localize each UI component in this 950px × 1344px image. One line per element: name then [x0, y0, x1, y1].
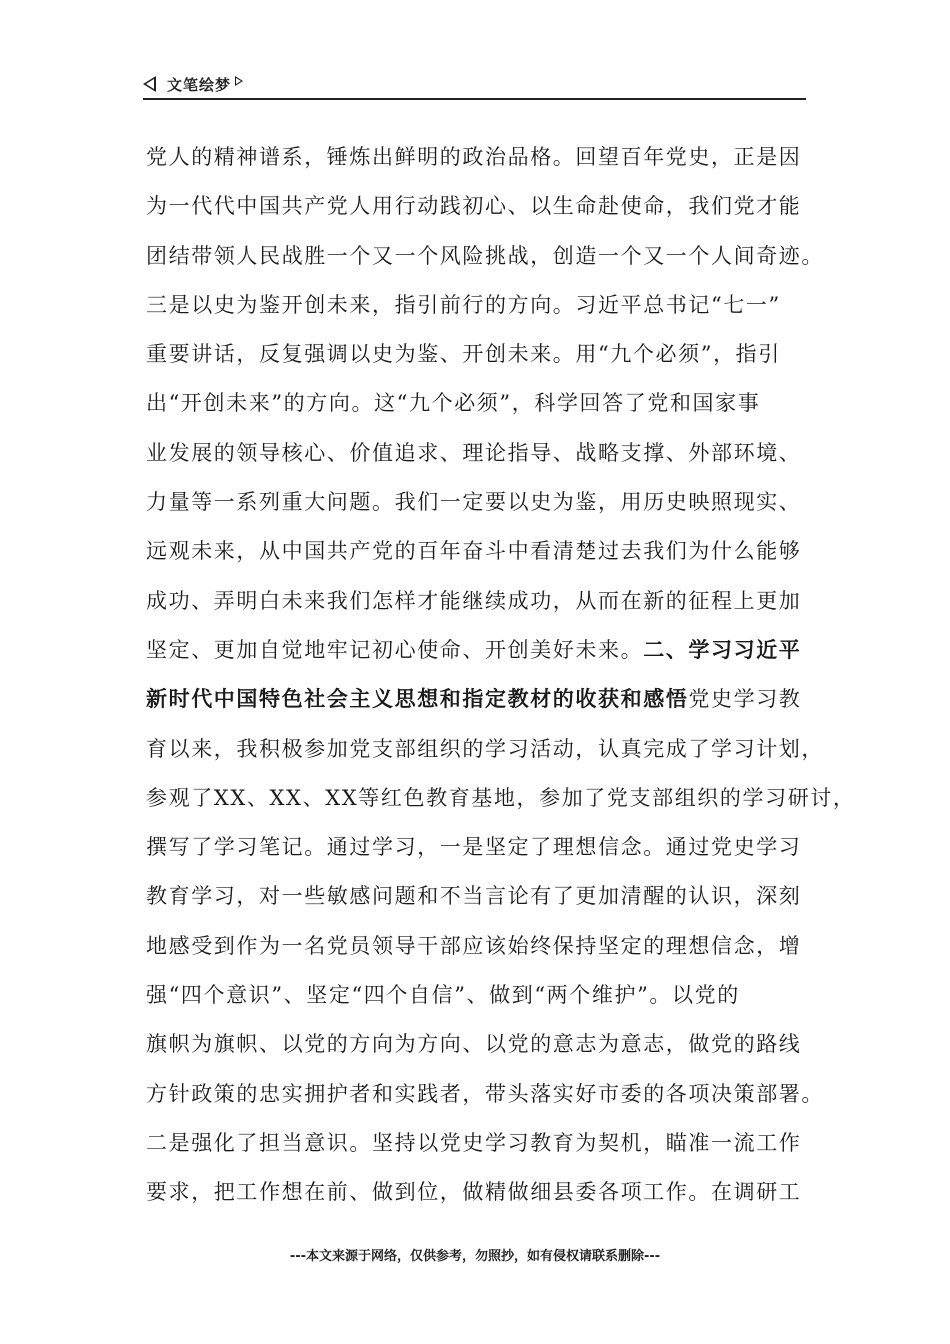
text-line: 方针政策的忠实拥护者和实践者，带头落实好市委的各项决策部署。: [146, 1081, 824, 1106]
text-line: 业发展的领导核心、价值追求、理论指导、战略支撑、外部环境、: [146, 440, 802, 465]
header-brand: 文笔绘梦: [167, 76, 232, 94]
text-line: 成功、弄明白未来我们怎样才能继续成功，从而在新的征程上更加: [146, 588, 802, 613]
text-line: 二是强化了担当意识。坚持以党史学习教育为契机，瞄准一流工作: [146, 1130, 802, 1155]
text-line: 育以来，我积极参加党支部组织的学习活动，认真完成了学习计划，: [146, 736, 824, 761]
page-header: [143, 70, 806, 100]
text-line: 教育学习，对一些敏感问题和不当言论有了更加清醒的认识，深刻: [146, 884, 802, 909]
text-line: 参观了XX、XX、XX等红色教育基地，参加了党支部组织的学习研讨，: [146, 785, 856, 810]
text-line: 团结带领人民战胜一个又一个风险挑战，创造一个又一个人间奇迹。: [146, 243, 824, 268]
text-line: 三是以史为鉴开创未来，指引前行的方向。习近平总书记“七一”: [146, 292, 781, 317]
text-line: 力量等一系列重大问题。我们一定要以史为鉴，用历史映照现实、: [146, 490, 802, 515]
triangle-right-icon: [235, 76, 243, 86]
text-line: 新时代中国特色社会主义思想和指定教材的收获和感悟党史学习教: [146, 687, 802, 712]
text-line: 撰写了学习笔记。通过学习，一是坚定了理想信念。通过党史学习: [146, 835, 802, 860]
triangle-left-icon: [143, 76, 156, 92]
text-line: 重要讲话，反复强调以史为鉴、开创未来。用“九个必须”，指引: [146, 342, 781, 367]
footer-disclaimer: ---本文来源于网络，仅供参考，勿照抄，如有侵权请联系删除---: [289, 1249, 661, 1264]
text-line: 坚定、更加自觉地牢记初心使命、开创美好未来。二、学习习近平: [146, 637, 802, 662]
text-line: 为一代代中国共产党人用行动践初心、以生命赴使命，我们党才能: [146, 194, 802, 219]
text-line: 强“四个意识”、坚定“四个自信”、做到“两个维护”。以党的: [146, 983, 740, 1008]
body-text: [146, 133, 856, 1218]
text-line: 地感受到作为一名党员领导干部应该始终保持坚定的理想信念，增: [146, 933, 802, 958]
text-line: 出“开创未来”的方向。这“九个必须”，科学回答了党和国家事: [146, 391, 761, 416]
text-line: 要求，把工作想在前、做到位，做精做细县委各项工作。在调研工: [146, 1180, 802, 1205]
text-line: 旗帜为旗帜、以党的方向为方向、以党的意志为意志，做党的路线: [146, 1032, 802, 1057]
text-line: 党人的精神谱系，锤炼出鲜明的政治品格。回望百年党史，正是因: [146, 145, 802, 169]
section-heading: 二、学习习近平: [643, 637, 802, 662]
section-heading: 新时代中国特色社会主义思想和指定教材的收获和感悟: [146, 687, 689, 712]
text-line: 远观未来，从中国共产党的百年奋斗中看清楚过去我们为什么能够: [146, 539, 802, 564]
